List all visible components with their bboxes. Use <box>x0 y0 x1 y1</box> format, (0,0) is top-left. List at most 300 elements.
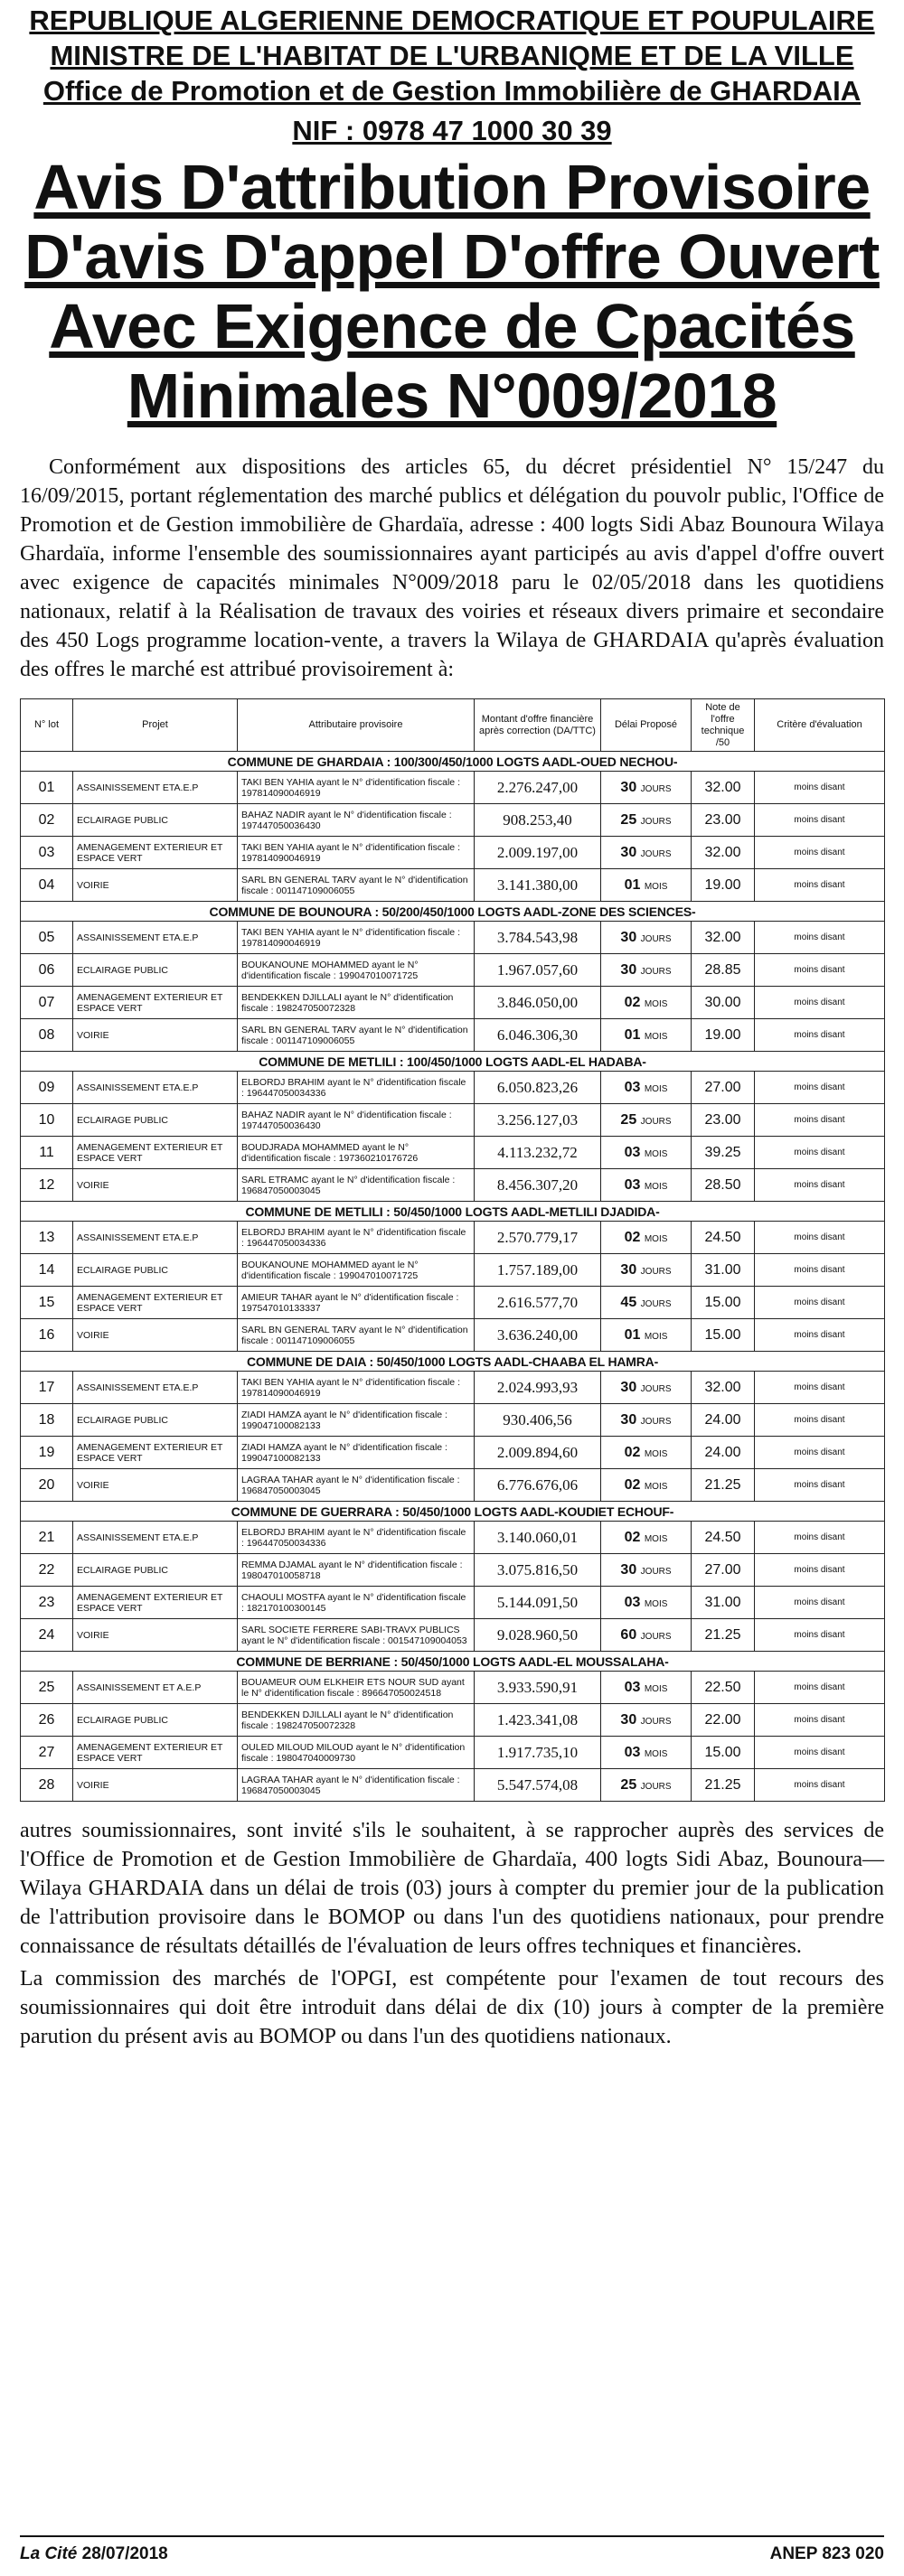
lot-number: 27 <box>21 1737 73 1769</box>
notice-title <box>20 153 884 431</box>
note-technique: 21.25 <box>692 1769 755 1802</box>
montant: 6.776.676,06 <box>475 1469 601 1502</box>
delai <box>601 1619 692 1652</box>
montant: 1.757.189,00 <box>475 1254 601 1287</box>
montant: 3.140.060,01 <box>475 1522 601 1554</box>
commune-section-label: COMMUNE DE GUERRARA : 50/450/1000 LOGTS AADL-KOUDIET ECHOUF- <box>21 1502 885 1522</box>
delai-unit: MOIS <box>644 1748 668 1759</box>
critere: moins disant <box>755 1587 885 1619</box>
title-line-3: Avec Exigence de Cpacités <box>49 291 855 361</box>
critere: moins disant <box>755 1522 885 1554</box>
attributaire: BOUAMEUR OUM ELKHEIR ETS NOUR SUD ayant le N° d'identification fiscale : 896647050024518 <box>238 1672 475 1704</box>
delai-unit: MOIS <box>644 1148 668 1159</box>
col-header-projet: Projet <box>73 699 238 752</box>
delai-unit: MOIS <box>644 1181 668 1192</box>
lot-number: 14 <box>21 1254 73 1287</box>
montant: 8.456.307,20 <box>475 1169 601 1202</box>
project-name: ASSAINISSEMENT ETA.E.P <box>73 1372 238 1404</box>
montant: 5.547.574,08 <box>475 1769 601 1802</box>
footer-ref: ANEP 823 020 <box>769 2544 884 2563</box>
critere: moins disant <box>755 1769 885 1802</box>
delai-unit: JOURS <box>640 1298 672 1309</box>
critere: moins disant <box>755 772 885 804</box>
critere: moins disant <box>755 1469 885 1502</box>
critere: moins disant <box>755 1222 885 1254</box>
col-header-montant: Montant d'offre financière après correction (DA/TTC) <box>475 699 601 752</box>
project-name: ECLAIRAGE PUBLIC <box>73 954 238 987</box>
delai-unit: JOURS <box>640 783 672 794</box>
project-name: VOIRIE <box>73 1319 238 1352</box>
footer-source: La Cité <box>20 2544 78 2563</box>
project-name: ECLAIRAGE PUBLIC <box>73 1254 238 1287</box>
note-technique: 23.00 <box>692 1104 755 1137</box>
montant: 1.423.341,08 <box>475 1704 601 1737</box>
attributaire: REMMA DJAMAL ayant le N° d'identification fiscale : 198047010058718 <box>238 1554 475 1587</box>
lot-number: 02 <box>21 804 73 837</box>
col-header-attributaire: Attributaire provisoire <box>238 699 475 752</box>
critere: moins disant <box>755 922 885 954</box>
lot-number: 24 <box>21 1619 73 1652</box>
attributaire: SARL BN GENERAL TARV ayant le N° d'identification fiscale : 001147109006055 <box>238 1019 475 1052</box>
note-technique: 32.00 <box>692 922 755 954</box>
project-name: VOIRIE <box>73 1169 238 1202</box>
lot-number: 01 <box>21 772 73 804</box>
note-technique: 21.25 <box>692 1619 755 1652</box>
attributaire: ELBORDJ BRAHIM ayant le N° d'identification fiscale : 196447050034336 <box>238 1222 475 1254</box>
table-row <box>21 1587 885 1619</box>
delai <box>601 1319 692 1352</box>
delai-value: 03 <box>624 1176 641 1193</box>
lot-number: 10 <box>21 1104 73 1137</box>
table-row <box>21 1137 885 1169</box>
col-header-critere: Critère d'évaluation <box>755 699 885 752</box>
lot-number: 05 <box>21 922 73 954</box>
table-row <box>21 772 885 804</box>
project-name: ASSAINISSEMENT ETA.E.P <box>73 922 238 954</box>
note-technique: 28.50 <box>692 1169 755 1202</box>
title-line-2: D'avis D'appel D'offre Ouvert <box>24 221 880 292</box>
project-name: VOIRIE <box>73 1769 238 1802</box>
delai-unit: JOURS <box>640 966 672 977</box>
lot-number: 12 <box>21 1169 73 1202</box>
montant: 2.024.993,93 <box>475 1372 601 1404</box>
table-row <box>21 1737 885 1769</box>
critere: moins disant <box>755 1104 885 1137</box>
commune-section-row <box>21 902 885 922</box>
note-technique: 23.00 <box>692 804 755 837</box>
delai-value: 60 <box>620 1626 637 1643</box>
commune-section-label: COMMUNE DE DAIA : 50/450/1000 LOGTS AADL-CHAABA EL HAMRA- <box>21 1352 885 1372</box>
header-office: Office de Promotion et de Gestion Immobilière de GHARDAIA <box>42 74 862 107</box>
delai-value: 03 <box>624 1079 641 1095</box>
table-row <box>21 987 885 1019</box>
attributaire: BENDEKKEN DJILLALI ayant le N° d'identification fiscale : 198247050072328 <box>238 1704 475 1737</box>
note-technique: 15.00 <box>692 1737 755 1769</box>
closing-paragraph-1: autres soumissionnaires, sont invité s'ils le souhaitent, à se rapprocher auprès des services de l'Office de Promotion et de Gestion Immobilière de Ghardaïa, 400 logts Sidi Abaz, Bounoura—Wilaya GHARDAIA dans un délai de trois (03) jours à compter du premier jour de la publication de l'attribution provisoire dans le BOMOP ou dans l'un des quotidiens nationaux, pour prendre connaissance de résultats détaillés de l'évaluation de leurs offres techniques et financières. <box>20 1819 884 1958</box>
lot-number: 16 <box>21 1319 73 1352</box>
note-technique: 19.00 <box>692 869 755 902</box>
attributaire: CHAOULI MOSTFA ayant le N° d'identification fiscale : 182170100300145 <box>238 1587 475 1619</box>
attributaire: AMIEUR TAHAR ayant le N° d'identification fiscale : 197547010133337 <box>238 1287 475 1319</box>
table-row <box>21 1319 885 1352</box>
delai-value: 02 <box>624 1476 641 1493</box>
delai-value: 30 <box>620 1711 637 1728</box>
table-row <box>21 1672 885 1704</box>
commune-section-row <box>21 1502 885 1522</box>
delai <box>601 1404 692 1437</box>
project-name: AMENAGEMENT EXTERIEUR ET ESPACE VERT <box>73 1737 238 1769</box>
delai-value: 01 <box>624 1326 641 1343</box>
delai-value: 03 <box>624 1744 641 1760</box>
table-row <box>21 837 885 869</box>
critere: moins disant <box>755 1254 885 1287</box>
attributaire: BAHAZ NADIR ayant le N° d'identification fiscale : 197447050036430 <box>238 1104 475 1137</box>
table-row <box>21 1437 885 1469</box>
attributaire: LAGRAA TAHAR ayant le N° d'identification fiscale : 196847050003045 <box>238 1769 475 1802</box>
delai-value: 45 <box>620 1294 637 1310</box>
attributaire: SARL SOCIETE FERRERE SABI-TRAVX PUBLICS ayant le N° d'identification fiscale : 001547109004053 <box>238 1619 475 1652</box>
note-technique: 15.00 <box>692 1287 755 1319</box>
closing-section <box>20 1816 884 2051</box>
delai-unit: JOURS <box>640 848 672 859</box>
attributaire: TAKI BEN YAHIA ayant le N° d'identification fiscale : 197814090046919 <box>238 922 475 954</box>
commune-section-label: COMMUNE DE GHARDAIA : 100/300/450/1000 LOGTS AADL-OUED NECHOU- <box>21 752 885 772</box>
delai <box>601 804 692 837</box>
attributaire: TAKI BEN YAHIA ayant le N° d'identification fiscale : 197814090046919 <box>238 837 475 869</box>
commune-section-label: COMMUNE DE BOUNOURA : 50/200/450/1000 LOGTS AADL-ZONE DES SCIENCES- <box>21 902 885 922</box>
delai-value: 02 <box>624 1444 641 1460</box>
project-name: ASSAINISSEMENT ETA.E.P <box>73 1522 238 1554</box>
attributaire: BOUKANOUNE MOHAMMED ayant le N° d'identification fiscale : 199047010071725 <box>238 1254 475 1287</box>
delai <box>601 1469 692 1502</box>
delai-unit: JOURS <box>640 933 672 944</box>
delai-unit: JOURS <box>640 1716 672 1727</box>
project-name: ASSAINISSEMENT ETA.E.P <box>73 1072 238 1104</box>
lot-number: 21 <box>21 1522 73 1554</box>
note-technique: 22.50 <box>692 1672 755 1704</box>
attributaire: ELBORDJ BRAHIM ayant le N° d'identification fiscale : 196447050034336 <box>238 1072 475 1104</box>
lot-number: 20 <box>21 1469 73 1502</box>
delai <box>601 1554 692 1587</box>
delai-value: 30 <box>620 1411 637 1428</box>
note-technique: 24.50 <box>692 1222 755 1254</box>
attributaire: OULED MILOUD MILOUD ayant le N° d'identification fiscale : 198047040009730 <box>238 1737 475 1769</box>
table-row <box>21 1469 885 1502</box>
delai <box>601 1019 692 1052</box>
delai-value: 25 <box>620 1776 637 1793</box>
table-row <box>21 1704 885 1737</box>
delai <box>601 1522 692 1554</box>
delai-value: 03 <box>624 1594 641 1610</box>
attributaire: SARL ETRAMC ayant le N° d'identification fiscale : 196847050003045 <box>238 1169 475 1202</box>
lot-number: 26 <box>21 1704 73 1737</box>
delai <box>601 1137 692 1169</box>
table-row <box>21 1619 885 1652</box>
note-technique: 32.00 <box>692 837 755 869</box>
montant: 9.028.960,50 <box>475 1619 601 1652</box>
delai-value: 02 <box>624 1529 641 1545</box>
project-name: AMENAGEMENT EXTERIEUR ET ESPACE VERT <box>73 1287 238 1319</box>
delai <box>601 1372 692 1404</box>
delai <box>601 772 692 804</box>
lot-number: 04 <box>21 869 73 902</box>
delai-unit: JOURS <box>640 1566 672 1577</box>
table-row <box>21 1104 885 1137</box>
table-row <box>21 1072 885 1104</box>
header-ministry: MINISTRE DE L'HABITAT DE L'URBANIQME ET DE LA VILLE <box>50 39 854 71</box>
project-name: ASSAINISSEMENT ETA.E.P <box>73 1222 238 1254</box>
delai-unit: MOIS <box>644 1533 668 1544</box>
note-technique: 28.85 <box>692 954 755 987</box>
delai <box>601 922 692 954</box>
delai <box>601 1769 692 1802</box>
montant: 4.113.232,72 <box>475 1137 601 1169</box>
delai-unit: JOURS <box>640 1631 672 1642</box>
delai <box>601 1437 692 1469</box>
commune-section-label: COMMUNE DE METLILI : 50/450/1000 LOGTS AADL-METLILI DJADIDA- <box>21 1202 885 1222</box>
attribution-table <box>20 698 885 1802</box>
attributaire: LAGRAA TAHAR ayant le N° d'identification fiscale : 196847050003045 <box>238 1469 475 1502</box>
intro-paragraph: Conformément aux dispositions des articles 65, du décret présidentiel N° 15/247 du 16/09/2015, portant réglementation des marché publics et délégation du pouvolr public, l'Office de Promotion et de Gestion immobilière de Ghardaïa, adresse : 400 logts Sidi Abaz Bounoura Wilaya Ghardaïa, informe l'ensemble des soumissionnaires ayant participés au avis d'appel d'offre ouvert avec exigence de capacités minimales N°009/2018 paru le 02/05/2018 dans les quotidiens nationaux, relatif à la Réalisation de travaux des voiries et réseaux divers primaire et secondaire des 450 Logs programme location-vente, a travers la Wilaya de GHARDAIA qu'après évaluation des offres le marché est attribué provisoirement à: <box>20 455 884 681</box>
note-technique: 30.00 <box>692 987 755 1019</box>
project-name: ASSAINISSEMENT ET A.E.P <box>73 1672 238 1704</box>
delai <box>601 1072 692 1104</box>
delai <box>601 1169 692 1202</box>
lot-number: 18 <box>21 1404 73 1437</box>
delai <box>601 1672 692 1704</box>
delai-value: 01 <box>624 876 641 893</box>
delai <box>601 1287 692 1319</box>
delai-unit: MOIS <box>644 1233 668 1244</box>
table-row <box>21 869 885 902</box>
delai-unit: MOIS <box>644 881 668 892</box>
montant: 3.846.050,00 <box>475 987 601 1019</box>
critere: moins disant <box>755 1619 885 1652</box>
title-line-1: Avis D'attribution Provisoire <box>33 152 871 222</box>
montant: 3.256.127,03 <box>475 1104 601 1137</box>
delai <box>601 869 692 902</box>
lot-number: 23 <box>21 1587 73 1619</box>
lot-number: 06 <box>21 954 73 987</box>
delai-unit: MOIS <box>644 1083 668 1094</box>
critere: moins disant <box>755 1554 885 1587</box>
project-name: ASSAINISSEMENT ETA.E.P <box>73 772 238 804</box>
commune-section-row <box>21 1052 885 1072</box>
delai <box>601 954 692 987</box>
lot-number: 07 <box>21 987 73 1019</box>
note-technique: 32.00 <box>692 1372 755 1404</box>
delai-unit: MOIS <box>644 1598 668 1609</box>
critere: moins disant <box>755 1019 885 1052</box>
delai-unit: JOURS <box>640 1781 672 1792</box>
commune-section-row <box>21 1652 885 1672</box>
table-row <box>21 1019 885 1052</box>
table-row <box>21 1769 885 1802</box>
footer-divider <box>20 2535 884 2537</box>
lot-number: 19 <box>21 1437 73 1469</box>
delai-unit: JOURS <box>640 1416 672 1427</box>
delai-value: 30 <box>620 1261 637 1278</box>
note-technique: 31.00 <box>692 1254 755 1287</box>
table-row <box>21 1404 885 1437</box>
project-name: ECLAIRAGE PUBLIC <box>73 1554 238 1587</box>
col-header-delai: Délai Proposé <box>601 699 692 752</box>
critere: moins disant <box>755 837 885 869</box>
note-technique: 24.00 <box>692 1404 755 1437</box>
critere: moins disant <box>755 1404 885 1437</box>
montant: 2.009.894,60 <box>475 1437 601 1469</box>
delai-value: 03 <box>624 1679 641 1695</box>
montant: 908.253,40 <box>475 804 601 837</box>
note-technique: 31.00 <box>692 1587 755 1619</box>
critere: moins disant <box>755 1072 885 1104</box>
montant: 2.570.779,17 <box>475 1222 601 1254</box>
delai-unit: MOIS <box>644 1683 668 1694</box>
project-name: AMENAGEMENT EXTERIEUR ET ESPACE VERT <box>73 1137 238 1169</box>
project-name: ECLAIRAGE PUBLIC <box>73 1104 238 1137</box>
col-header-lot: N° lot <box>21 699 73 752</box>
montant: 3.636.240,00 <box>475 1319 601 1352</box>
attributaire: TAKI BEN YAHIA ayant le N° d'identification fiscale : 197814090046919 <box>238 772 475 804</box>
delai-unit: JOURS <box>640 1116 672 1127</box>
commune-section-row <box>21 1352 885 1372</box>
critere: moins disant <box>755 1737 885 1769</box>
footer-date: 28/07/2018 <box>81 2544 168 2563</box>
montant: 1.967.057,60 <box>475 954 601 987</box>
project-name: ECLAIRAGE PUBLIC <box>73 1704 238 1737</box>
project-name: VOIRIE <box>73 1469 238 1502</box>
critere: moins disant <box>755 1287 885 1319</box>
montant: 6.046.306,30 <box>475 1019 601 1052</box>
col-header-note: Note de l'offre technique /50 <box>692 699 755 752</box>
note-technique: 21.25 <box>692 1469 755 1502</box>
critere: moins disant <box>755 1169 885 1202</box>
critere: moins disant <box>755 1372 885 1404</box>
lot-number: 22 <box>21 1554 73 1587</box>
delai-value: 03 <box>624 1144 641 1160</box>
delai-value: 01 <box>624 1026 641 1043</box>
lot-number: 25 <box>21 1672 73 1704</box>
delai-unit: MOIS <box>644 1448 668 1459</box>
critere: moins disant <box>755 1704 885 1737</box>
commune-section-label: COMMUNE DE BERRIANE : 50/450/1000 LOGTS AADL-EL MOUSSALAHA- <box>21 1652 885 1672</box>
footer-source-date <box>20 2544 168 2564</box>
note-technique: 27.00 <box>692 1072 755 1104</box>
delai-value: 25 <box>620 811 637 828</box>
delai-value: 30 <box>620 1379 637 1395</box>
delai-unit: MOIS <box>644 998 668 1009</box>
delai <box>601 1222 692 1254</box>
attributaire: ZIADI HAMZA ayant le N° d'identification fiscale : 199047100082133 <box>238 1437 475 1469</box>
note-technique: 22.00 <box>692 1704 755 1737</box>
project-name: AMENAGEMENT EXTERIEUR ET ESPACE VERT <box>73 1587 238 1619</box>
critere: moins disant <box>755 1137 885 1169</box>
delai-value: 30 <box>620 929 637 945</box>
lot-number: 17 <box>21 1372 73 1404</box>
table-row <box>21 1287 885 1319</box>
montant: 1.917.735,10 <box>475 1737 601 1769</box>
footer <box>20 2544 884 2564</box>
delai-value: 30 <box>620 779 637 795</box>
delai <box>601 1254 692 1287</box>
lot-number: 09 <box>21 1072 73 1104</box>
lot-number: 03 <box>21 837 73 869</box>
project-name: AMENAGEMENT EXTERIEUR ET ESPACE VERT <box>73 987 238 1019</box>
attributaire: SARL BN GENERAL TARV ayant le N° d'identification fiscale : 001147109006055 <box>238 1319 475 1352</box>
attributaire: BAHAZ NADIR ayant le N° d'identification fiscale : 197447050036430 <box>238 804 475 837</box>
lot-number: 13 <box>21 1222 73 1254</box>
note-technique: 24.50 <box>692 1522 755 1554</box>
table-row <box>21 1222 885 1254</box>
delai-value: 02 <box>624 994 641 1010</box>
critere: moins disant <box>755 987 885 1019</box>
delai <box>601 1104 692 1137</box>
critere: moins disant <box>755 804 885 837</box>
table-row <box>21 1169 885 1202</box>
montant: 2.276.247,00 <box>475 772 601 804</box>
delai <box>601 1587 692 1619</box>
title-line-4: Minimales N°009/2018 <box>127 361 777 431</box>
table-row <box>21 804 885 837</box>
critere: moins disant <box>755 1437 885 1469</box>
montant: 2.009.197,00 <box>475 837 601 869</box>
note-technique: 19.00 <box>692 1019 755 1052</box>
note-technique: 32.00 <box>692 772 755 804</box>
delai <box>601 987 692 1019</box>
attributaire: BENDEKKEN DJILLALI ayant le N° d'identification fiscale : 198247050072328 <box>238 987 475 1019</box>
delai-unit: JOURS <box>640 816 672 827</box>
table-row <box>21 922 885 954</box>
montant: 3.784.543,98 <box>475 922 601 954</box>
delai <box>601 837 692 869</box>
note-technique: 27.00 <box>692 1554 755 1587</box>
project-name: VOIRIE <box>73 1619 238 1652</box>
delai-unit: MOIS <box>644 1481 668 1492</box>
delai-unit: JOURS <box>640 1266 672 1277</box>
critere: moins disant <box>755 954 885 987</box>
table-row <box>21 1522 885 1554</box>
attributaire: BOUKANOUNE MOHAMMED ayant le N° d'identification fiscale : 199047010071725 <box>238 954 475 987</box>
montant: 6.050.823,26 <box>475 1072 601 1104</box>
header-republic: REPUBLIQUE ALGERIENNE DEMOCRATIQUE ET POUPULAIRE <box>29 5 875 36</box>
attributaire: SARL BN GENERAL TARV ayant le N° d'identification fiscale : 001147109006055 <box>238 869 475 902</box>
delai-unit: MOIS <box>644 1031 668 1042</box>
delai-value: 02 <box>624 1229 641 1245</box>
delai-value: 30 <box>620 844 637 860</box>
montant: 930.406,56 <box>475 1404 601 1437</box>
delai-value: 30 <box>620 961 637 978</box>
montant: 3.141.380,00 <box>475 869 601 902</box>
delai-unit: MOIS <box>644 1331 668 1342</box>
header-nif: NIF : 0978 47 1000 30 39 <box>292 115 612 147</box>
note-technique: 39.25 <box>692 1137 755 1169</box>
attributaire: TAKI BEN YAHIA ayant le N° d'identification fiscale : 197814090046919 <box>238 1372 475 1404</box>
project-name: AMENAGEMENT EXTERIEUR ET ESPACE VERT <box>73 1437 238 1469</box>
table-row <box>21 1554 885 1587</box>
delai <box>601 1737 692 1769</box>
project-name: VOIRIE <box>73 1019 238 1052</box>
montant: 5.144.091,50 <box>475 1587 601 1619</box>
project-name: VOIRIE <box>73 869 238 902</box>
table-row <box>21 1254 885 1287</box>
montant: 3.075.816,50 <box>475 1554 601 1587</box>
commune-section-label: COMMUNE DE METLILI : 100/450/1000 LOGTS AADL-EL HADABA- <box>21 1052 885 1072</box>
montant: 2.616.577,70 <box>475 1287 601 1319</box>
commune-section-row <box>21 752 885 772</box>
critere: moins disant <box>755 1672 885 1704</box>
project-name: ECLAIRAGE PUBLIC <box>73 804 238 837</box>
attributaire: ZIADI HAMZA ayant le N° d'identification fiscale : 199047100082133 <box>238 1404 475 1437</box>
